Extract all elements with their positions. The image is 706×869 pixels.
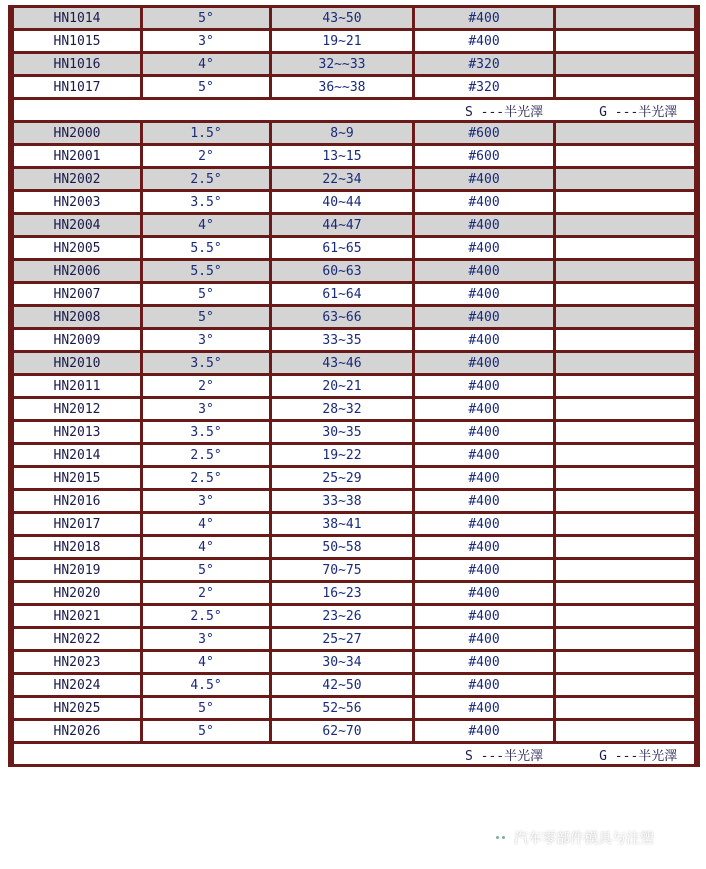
depth-range-cell: 70~75 [272, 560, 412, 580]
code-cell: HN2005 [14, 238, 140, 258]
note-cell [556, 422, 694, 442]
angle-cell: 2.5° [143, 169, 269, 189]
table-row [14, 261, 694, 281]
code-cell: HN2008 [14, 307, 140, 327]
table-row [14, 629, 694, 649]
depth-range-cell: 28~32 [272, 399, 412, 419]
note-cell [556, 514, 694, 534]
depth-range-cell: 36~~38 [272, 77, 412, 97]
note-cell [556, 8, 694, 28]
grit-cell: #400 [415, 261, 553, 281]
code-cell: HN2006 [14, 261, 140, 281]
legend-g: G ---半光澤 [599, 748, 678, 764]
note-cell [556, 146, 694, 166]
angle-cell: 5° [143, 721, 269, 741]
grit-cell: #400 [415, 652, 553, 672]
grit-cell: #400 [415, 376, 553, 396]
code-cell: HN2004 [14, 215, 140, 235]
grit-cell: #400 [415, 491, 553, 511]
grit-cell: #400 [415, 8, 553, 28]
grit-cell: #400 [415, 238, 553, 258]
table-row [14, 514, 694, 534]
table-row [14, 238, 694, 258]
code-cell: HN2007 [14, 284, 140, 304]
grit-cell: #400 [415, 606, 553, 626]
table-row [14, 192, 694, 212]
code-cell: HN2022 [14, 629, 140, 649]
grit-cell: #400 [415, 399, 553, 419]
note-cell [556, 629, 694, 649]
note-cell [556, 445, 694, 465]
angle-cell: 3° [143, 399, 269, 419]
legend-s: S ---半光澤 [465, 748, 544, 764]
depth-range-cell: 61~65 [272, 238, 412, 258]
angle-cell: 3° [143, 491, 269, 511]
table-row [14, 31, 694, 51]
code-cell: HN2013 [14, 422, 140, 442]
table-row [14, 491, 694, 511]
depth-range-cell: 19~21 [272, 31, 412, 51]
grit-cell: #400 [415, 445, 553, 465]
angle-cell: 4.5° [143, 675, 269, 695]
code-cell: HN2014 [14, 445, 140, 465]
depth-range-cell: 60~63 [272, 261, 412, 281]
depth-range-cell: 33~35 [272, 330, 412, 350]
code-cell: HN2023 [14, 652, 140, 672]
grit-cell: #400 [415, 721, 553, 741]
angle-cell: 4° [143, 514, 269, 534]
note-cell [556, 652, 694, 672]
grit-cell: #400 [415, 307, 553, 327]
depth-range-cell: 33~38 [272, 491, 412, 511]
grit-cell: #400 [415, 330, 553, 350]
table-row [14, 330, 694, 350]
table-row [14, 675, 694, 695]
note-cell [556, 560, 694, 580]
legend-cell [14, 100, 694, 120]
legend-g: G ---半光澤 [599, 104, 678, 120]
table-row [14, 606, 694, 626]
depth-range-cell: 19~22 [272, 445, 412, 465]
note-cell [556, 583, 694, 603]
watermark-text: 汽车零部件模具与注塑 [514, 831, 654, 847]
depth-range-cell: 42~50 [272, 675, 412, 695]
note-cell [556, 54, 694, 74]
table-row [14, 537, 694, 557]
code-cell: HN2015 [14, 468, 140, 488]
code-cell: HN2018 [14, 537, 140, 557]
code-cell: HN2017 [14, 514, 140, 534]
grit-cell: #400 [415, 537, 553, 557]
code-cell: HN2012 [14, 399, 140, 419]
table-row [14, 583, 694, 603]
code-cell: HN2010 [14, 353, 140, 373]
grit-cell: #400 [415, 422, 553, 442]
angle-cell: 5.5° [143, 261, 269, 281]
table-row [14, 468, 694, 488]
code-cell: HN2019 [14, 560, 140, 580]
depth-range-cell: 25~29 [272, 468, 412, 488]
table-row [14, 422, 694, 442]
legend-s: S ---半光澤 [465, 104, 544, 120]
note-cell [556, 238, 694, 258]
angle-cell: 4° [143, 54, 269, 74]
angle-cell: 5° [143, 560, 269, 580]
angle-cell: 3.5° [143, 353, 269, 373]
depth-range-cell: 23~26 [272, 606, 412, 626]
note-cell [556, 31, 694, 51]
angle-cell: 4° [143, 537, 269, 557]
table-row [14, 652, 694, 672]
angle-cell: 2° [143, 583, 269, 603]
angle-cell: 2.5° [143, 606, 269, 626]
grit-cell: #400 [415, 675, 553, 695]
table-row [14, 169, 694, 189]
grit-cell: #400 [415, 31, 553, 51]
depth-range-cell: 43~46 [272, 353, 412, 373]
table-row [14, 284, 694, 304]
code-cell: HN1014 [14, 8, 140, 28]
angle-cell: 5° [143, 77, 269, 97]
grit-cell: #400 [415, 560, 553, 580]
angle-cell: 2.5° [143, 445, 269, 465]
code-cell: HN2003 [14, 192, 140, 212]
angle-cell: 3° [143, 629, 269, 649]
depth-range-cell: 50~58 [272, 537, 412, 557]
table-row [14, 698, 694, 718]
angle-cell: 4° [143, 215, 269, 235]
grit-cell: #400 [415, 629, 553, 649]
angle-cell: 5.5° [143, 238, 269, 258]
code-cell: HN2026 [14, 721, 140, 741]
note-cell [556, 192, 694, 212]
table-row [14, 215, 694, 235]
grit-cell: #400 [415, 514, 553, 534]
code-cell: HN2021 [14, 606, 140, 626]
legend-row [14, 100, 694, 120]
texture-table [11, 5, 697, 767]
note-cell [556, 606, 694, 626]
note-cell [556, 698, 694, 718]
grit-cell: #320 [415, 77, 553, 97]
code-cell: HN2024 [14, 675, 140, 695]
depth-range-cell: 52~56 [272, 698, 412, 718]
table-row [14, 8, 694, 28]
angle-cell: 3° [143, 31, 269, 51]
angle-cell: 5° [143, 307, 269, 327]
code-cell: HN1016 [14, 54, 140, 74]
note-cell [556, 399, 694, 419]
grit-cell: #400 [415, 284, 553, 304]
watermark [492, 828, 654, 848]
depth-range-cell: 25~27 [272, 629, 412, 649]
angle-cell: 5° [143, 698, 269, 718]
code-cell: HN2025 [14, 698, 140, 718]
note-cell [556, 491, 694, 511]
code-cell: HN2002 [14, 169, 140, 189]
angle-cell: 2.5° [143, 468, 269, 488]
code-cell: HN2000 [14, 123, 140, 143]
table-row [14, 560, 694, 580]
note-cell [556, 675, 694, 695]
grit-cell: #400 [415, 169, 553, 189]
grit-cell: #400 [415, 215, 553, 235]
depth-range-cell: 8~9 [272, 123, 412, 143]
table-row [14, 123, 694, 143]
note-cell [556, 307, 694, 327]
grit-cell: #400 [415, 353, 553, 373]
note-cell [556, 284, 694, 304]
table-row [14, 399, 694, 419]
note-cell [556, 376, 694, 396]
texture-spec-table [8, 5, 700, 767]
depth-range-cell: 32~~33 [272, 54, 412, 74]
grit-cell: #400 [415, 698, 553, 718]
note-cell [556, 537, 694, 557]
depth-range-cell: 38~41 [272, 514, 412, 534]
grit-cell: #400 [415, 468, 553, 488]
table-body [14, 8, 694, 764]
table-row [14, 77, 694, 97]
depth-range-cell: 30~35 [272, 422, 412, 442]
angle-cell: 2° [143, 376, 269, 396]
code-cell: HN2011 [14, 376, 140, 396]
grit-cell: #400 [415, 583, 553, 603]
depth-range-cell: 16~23 [272, 583, 412, 603]
table-row [14, 376, 694, 396]
note-cell [556, 468, 694, 488]
code-cell: HN2001 [14, 146, 140, 166]
depth-range-cell: 40~44 [272, 192, 412, 212]
depth-range-cell: 43~50 [272, 8, 412, 28]
depth-range-cell: 30~34 [272, 652, 412, 672]
note-cell [556, 353, 694, 373]
depth-range-cell: 20~21 [272, 376, 412, 396]
angle-cell: 3.5° [143, 422, 269, 442]
angle-cell: 5° [143, 284, 269, 304]
code-cell: HN1017 [14, 77, 140, 97]
table-row [14, 353, 694, 373]
code-cell: HN2020 [14, 583, 140, 603]
depth-range-cell: 13~15 [272, 146, 412, 166]
note-cell [556, 169, 694, 189]
table-row [14, 307, 694, 327]
wechat-icon [492, 831, 510, 845]
code-cell: HN1015 [14, 31, 140, 51]
note-cell [556, 77, 694, 97]
table-row [14, 721, 694, 741]
grit-cell: #600 [415, 146, 553, 166]
depth-range-cell: 44~47 [272, 215, 412, 235]
legend-row [14, 744, 694, 764]
depth-range-cell: 63~66 [272, 307, 412, 327]
note-cell [556, 261, 694, 281]
angle-cell: 2° [143, 146, 269, 166]
table-row [14, 54, 694, 74]
angle-cell: 4° [143, 652, 269, 672]
angle-cell: 3° [143, 330, 269, 350]
note-cell [556, 123, 694, 143]
table-row [14, 146, 694, 166]
table-row [14, 445, 694, 465]
grit-cell: #600 [415, 123, 553, 143]
grit-cell: #320 [415, 54, 553, 74]
grit-cell: #400 [415, 192, 553, 212]
note-cell [556, 721, 694, 741]
legend-cell [14, 744, 694, 764]
note-cell [556, 330, 694, 350]
angle-cell: 3.5° [143, 192, 269, 212]
depth-range-cell: 61~64 [272, 284, 412, 304]
angle-cell: 5° [143, 8, 269, 28]
code-cell: HN2016 [14, 491, 140, 511]
angle-cell: 1.5° [143, 123, 269, 143]
depth-range-cell: 22~34 [272, 169, 412, 189]
code-cell: HN2009 [14, 330, 140, 350]
depth-range-cell: 62~70 [272, 721, 412, 741]
note-cell [556, 215, 694, 235]
